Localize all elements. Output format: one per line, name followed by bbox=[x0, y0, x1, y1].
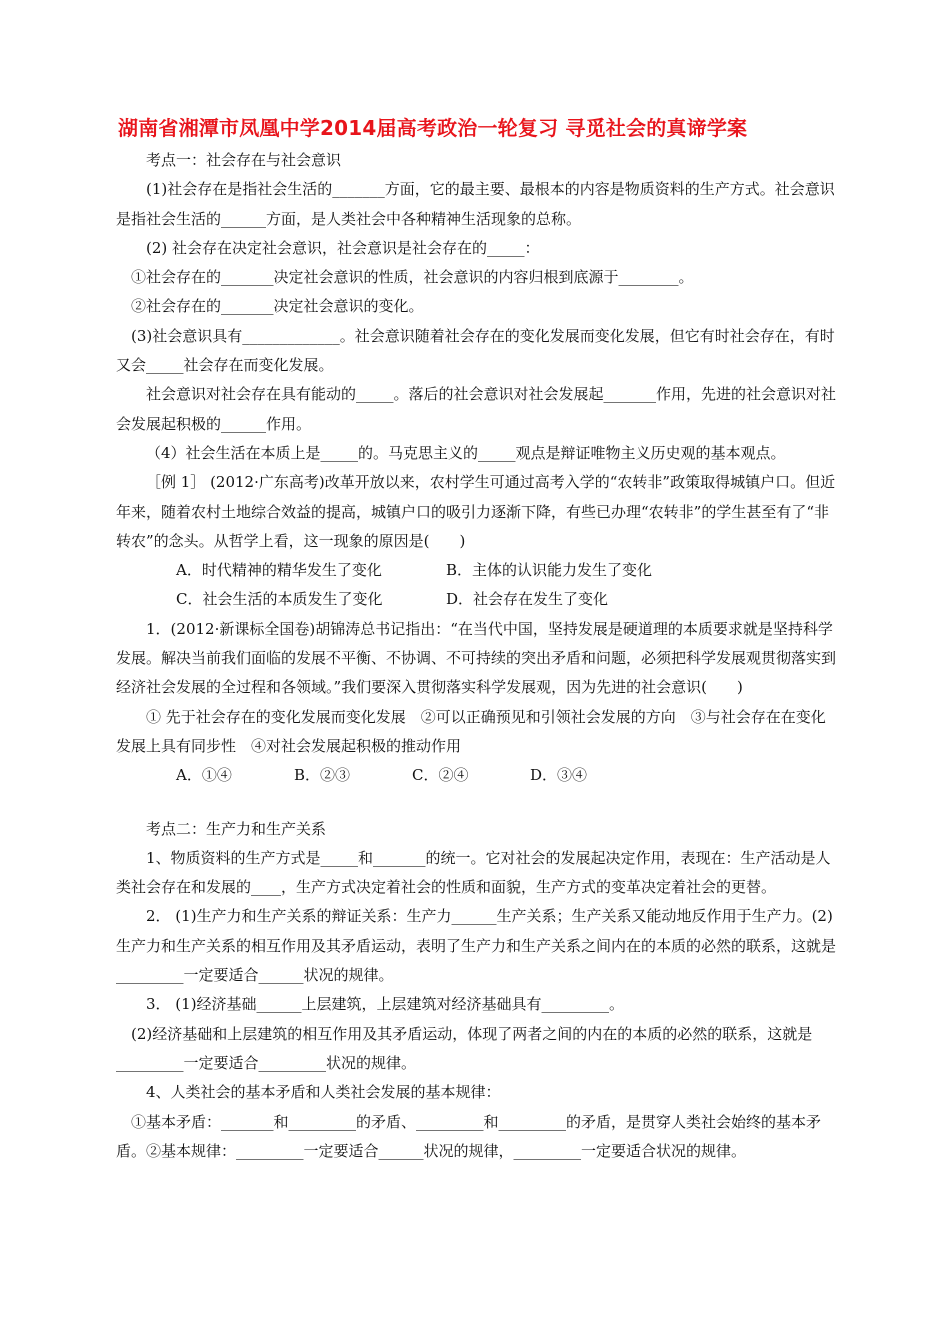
section1-line-7: （4）社会生活在本质上是_____的。马克思主义的_____观点是辩证唯物主义历史观的基本观点。 bbox=[146, 443, 786, 462]
question1-option-a: A．①④ bbox=[176, 766, 232, 785]
question1-option-b: B．②③ bbox=[294, 766, 351, 785]
example1-option-d: D．社会存在发生了变化 bbox=[446, 590, 609, 609]
section1-line-4: ②社会存在的_______决定社会意识的变化。 bbox=[131, 297, 424, 316]
document-title: 湖南省湘潭市凤凰中学2014届高考政治一轮复习 寻觅社会的真谛学案 bbox=[118, 116, 748, 140]
question1-stem: 1．(2012·新课标全国卷)胡锦涛总书记指出：“在当代中国，坚持发展是硬道理的本质要求就是坚持科学发展。解决当前我们面临的发展不平衡、不协调、不可持续的突出矛盾和问题，必须把科学发展观贯彻落实到经济社会发展的全过程和各领域。”我们要深入贯彻落实科学发展观，因为先进的社会意识( ) bbox=[116, 619, 837, 697]
section2-heading: 考点二：生产力和生产关系 bbox=[146, 819, 327, 838]
section2-line-5: 4、人类社会的基本矛盾和人类社会发展的基本规律： bbox=[146, 1083, 501, 1102]
section1-line-5: (3)社会意识具有_____________。社会意识随着社会存在的变化发展而变化发展，但它有时社会存在，有时又会_____社会存在而变化发展。 bbox=[116, 326, 835, 375]
question1-statements: ① 先于社会存在的变化发展而变化发展 ②可以正确预见和引领社会发展的方向 ③与社会存在在变化发展上具有同步性 ④对社会发展起积极的推动作用 bbox=[116, 707, 826, 755]
section1-line-6: 社会意识对社会存在具有能动的_____。落后的社会意识对社会发展起_______作用，先进的社会意识对社会发展起积极的______作用。 bbox=[116, 385, 837, 433]
example1-option-a: A．时代精神的精华发生了变化 bbox=[176, 561, 382, 580]
document-body bbox=[116, 146, 838, 1166]
section2-line-1: 1、物质资料的生产方式是_____和_______的统一。它对社会的发展起决定作用，表现在：生产活动是人类社会存在和发展的____，生产方式决定着社会的性质和面貌，生产方式的变革决定着社会的更替。 bbox=[116, 848, 831, 897]
example1-option-c: C．社会生活的本质发生了变化 bbox=[176, 590, 383, 609]
example1-stem: ［例 1］ (2012·广东高考)改革开放以来，农村学生可通过高考入学的“农转非”政策取得城镇户口。但近年来，随着农村土地综合效益的提高，城镇户口的吸引力逐渐下降，有些已办理“农转非”的学生甚至有了“非转农”的念头。从哲学上看，这一现象的原因是( ) bbox=[116, 473, 836, 550]
section2-line-6: ①基本矛盾：_______和_________的矛盾、_________和_________的矛盾，是贯穿人类社会始终的基本矛盾。②基本规律：_________一定要适合______状况的规律，_________一定要适合状况的规律。 bbox=[116, 1112, 822, 1160]
section1-line-2: (2) 社会存在决定社会意识，社会意识是社会存在的_____： bbox=[146, 238, 540, 257]
example1-option-b: B．主体的认识能力发生了变化 bbox=[446, 561, 653, 580]
example1-options-row-2 bbox=[116, 585, 838, 614]
example1-options-row-1 bbox=[116, 556, 838, 585]
section1-line-3: ①社会存在的_______决定社会意识的性质，社会意识的内容归根到底源于________。 bbox=[131, 268, 694, 287]
section2-line-4: (2)经济基础和上层建筑的相互作用及其矛盾运动，体现了两者之间的内在的本质的必然的联系，这就是_________一定要适合_________状况的规律。 bbox=[116, 1024, 813, 1072]
section2-line-3: 3． (1)经济基础______上层建筑，上层建筑对经济基础具有_________。 bbox=[146, 995, 625, 1014]
section1-line-1: (1)社会存在是指社会生活的_______方面，它的最主要、最根本的内容是物质资料的生产方式。社会意识是指社会生活的______方面，是人类社会中各种精神生活现象的总称。 bbox=[116, 180, 835, 228]
question1-option-d: D．③④ bbox=[530, 766, 588, 785]
section1-heading: 考点一：社会存在与社会意识 bbox=[146, 151, 342, 169]
question1-options bbox=[116, 761, 838, 790]
question1-option-c: C．②④ bbox=[412, 766, 469, 785]
section-gap bbox=[116, 791, 838, 815]
section2-line-2: 2． (1)生产力和生产关系的辩证关系：生产力______生产关系；生产关系又能动地反作用于生产力。(2)生产力和生产关系的相互作用及其矛盾运动，表明了生产力和生产关系之间内在的本质的必然的联系，这就是_________一定要适合______状况的规律。 bbox=[116, 907, 837, 985]
